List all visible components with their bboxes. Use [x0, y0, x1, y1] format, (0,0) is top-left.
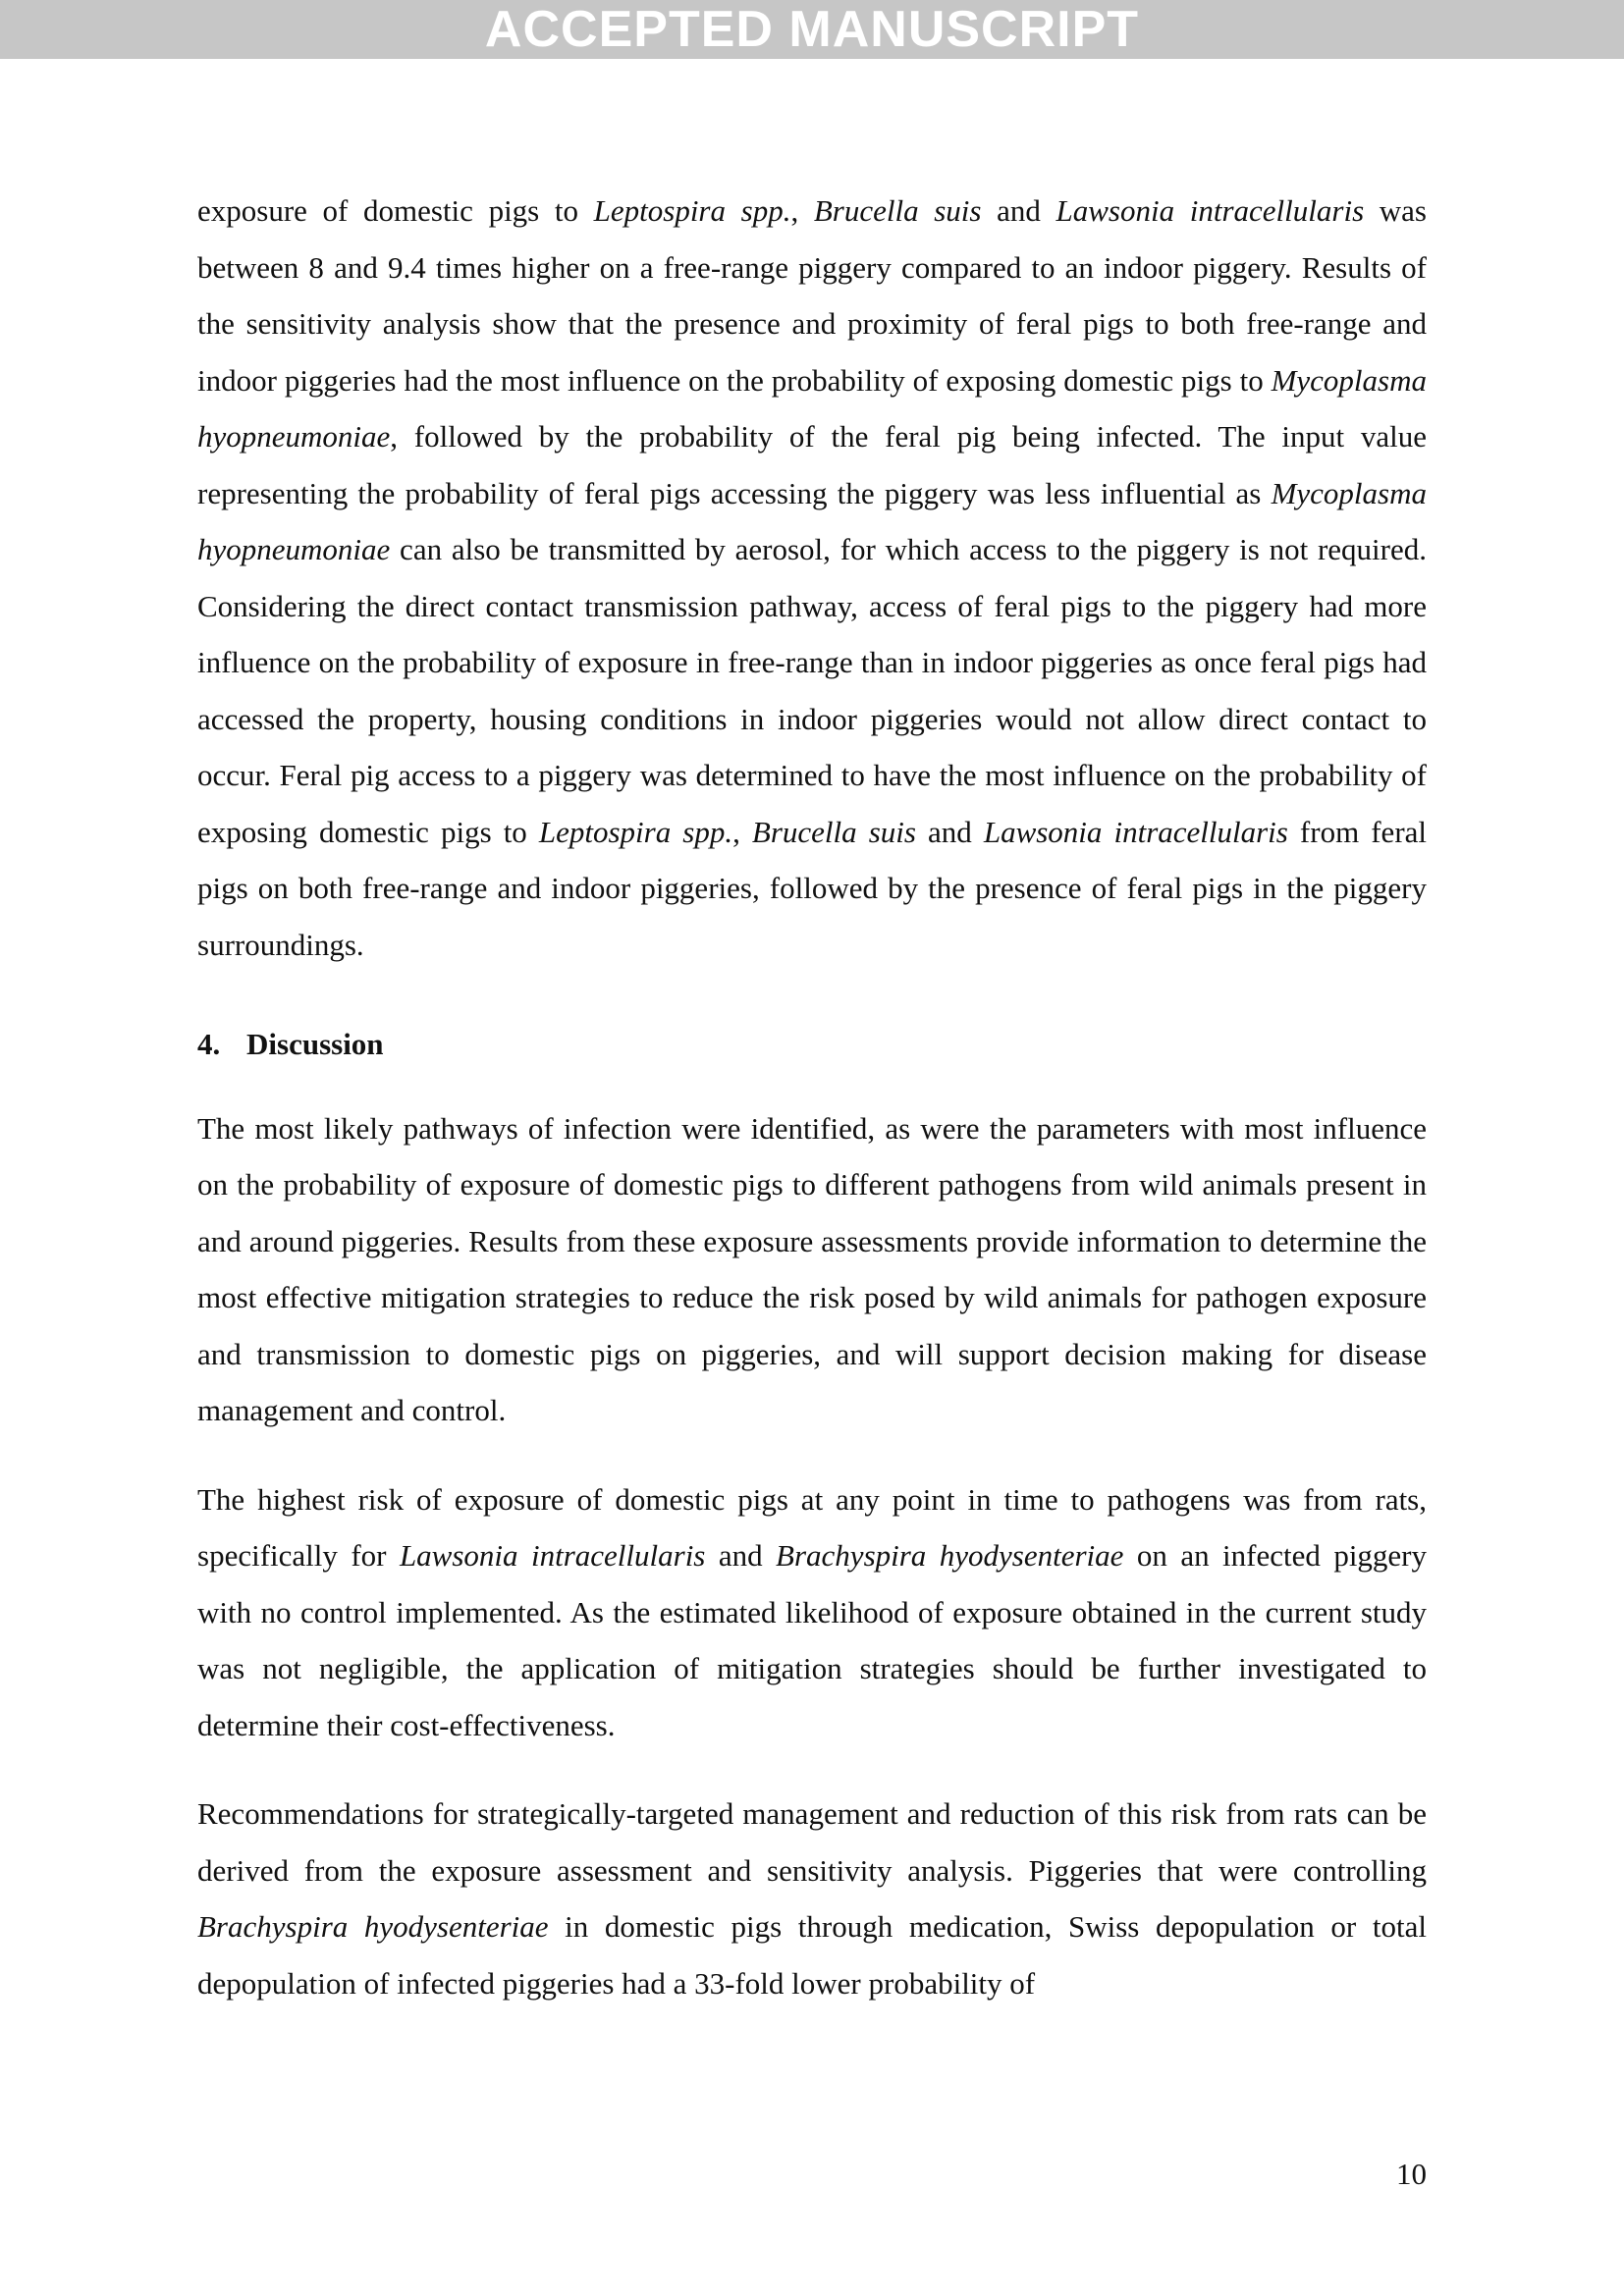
italic-term: Brachyspira hyodysenteriae	[197, 1909, 549, 1944]
text-run: , followed by the probability of the feral pig being infected. The input value representing the probability of feral pigs accessing the piggery was less influential as	[197, 419, 1427, 510]
text-run: and	[981, 193, 1056, 228]
italic-term: Lawsonia intracellularis	[1056, 193, 1365, 228]
text-run: The most likely pathways of infection were identified, as were the parameters with most influence on the probability of exposure of domestic pigs to different pathogens from wild animals present in and around piggeries. Results from these exposure assessments provide information to determine the most effective mitigation strategies to reduce the risk posed by wild animals for pathogen exposure and transmission to domestic pigs on piggeries, and will support decision making for disease management and control.	[197, 1110, 1427, 1427]
italic-term: Brachyspira hyodysenteriae	[776, 1538, 1124, 1573]
text-run: The highest risk of exposure of domestic pigs at any point in time to pathogens was from rats, specifically for	[197, 1481, 1427, 1573]
discussion-paragraph	[197, 1786, 1427, 2011]
italic-term: Leptospira spp.	[538, 814, 733, 849]
section-heading	[197, 1016, 1427, 1073]
text-run: and	[915, 814, 984, 849]
italic-term: Mycoplasma hyopneumoniae	[197, 475, 1427, 566]
italic-term: Brucella suis	[751, 814, 916, 849]
accepted-manuscript-banner	[0, 0, 1624, 59]
page-body	[197, 183, 1427, 2011]
italic-term: Brucella suis	[813, 193, 982, 228]
text-run: and	[705, 1538, 777, 1573]
text-run: on an infected piggery with no control implemented. As the estimated likelihood of exposure obtained in the current study was not negligible, the application of mitigation strategies should be further investigated to determine their cost-effectiveness.	[197, 1538, 1428, 1742]
results-paragraph	[197, 183, 1427, 973]
italic-term: Leptospira spp.	[593, 193, 791, 228]
text-run: in domestic pigs through medication, Swiss depopulation or total depopulation of infected piggeries had a 33-fold lower probability of	[197, 1909, 1427, 2001]
section-title: Discussion	[246, 1027, 384, 1061]
discussion-paragraph	[197, 1100, 1427, 1439]
italic-term: Mycoplasma hyopneumoniae	[197, 362, 1427, 454]
text-run: from feral pigs on both free-range and indoor piggeries, followed by the presence of feral pigs in the piggery surroundings.	[197, 814, 1428, 962]
section-number: 4.	[197, 1027, 221, 1061]
text-run: can also be transmitted by aerosol, for which access to the piggery is not required. Considering the direct contact transmission pathway, access of feral pigs to the piggery had more influence on the probability of exposure in free-range than in indoor piggeries as once feral pigs had accessed the property, housing conditions in indoor piggeries would not allow direct contact to occur. Feral pig access to a piggery was determined to have the most influence on the probability of exposing domestic pigs to	[197, 532, 1427, 849]
text-run: was between 8 and 9.4 times higher on a free-range piggery compared to an indoor piggery. Results of the sensitivity analysis show that the presence and proximity of feral pigs to both free-range and indoor piggeries had the most influence on the probability of exposing domestic pigs to	[197, 193, 1427, 398]
text-run: ,	[790, 193, 814, 228]
text-run: Recommendations for strategically-targeted management and reduction of this risk from rats can be derived from the exposure assessment and sensitivity analysis. Piggeries that were controlling	[197, 1796, 1427, 1888]
text-run: ,	[732, 814, 752, 849]
text-run: exposure of domestic pigs to	[197, 193, 594, 228]
italic-term: Lawsonia intracellularis	[399, 1538, 706, 1573]
italic-term: Lawsonia intracellularis	[983, 814, 1288, 849]
discussion-paragraph	[197, 1471, 1427, 1754]
banner-text: ACCEPTED MANUSCRIPT	[484, 1, 1140, 58]
page-number: 10	[1396, 2157, 1427, 2191]
